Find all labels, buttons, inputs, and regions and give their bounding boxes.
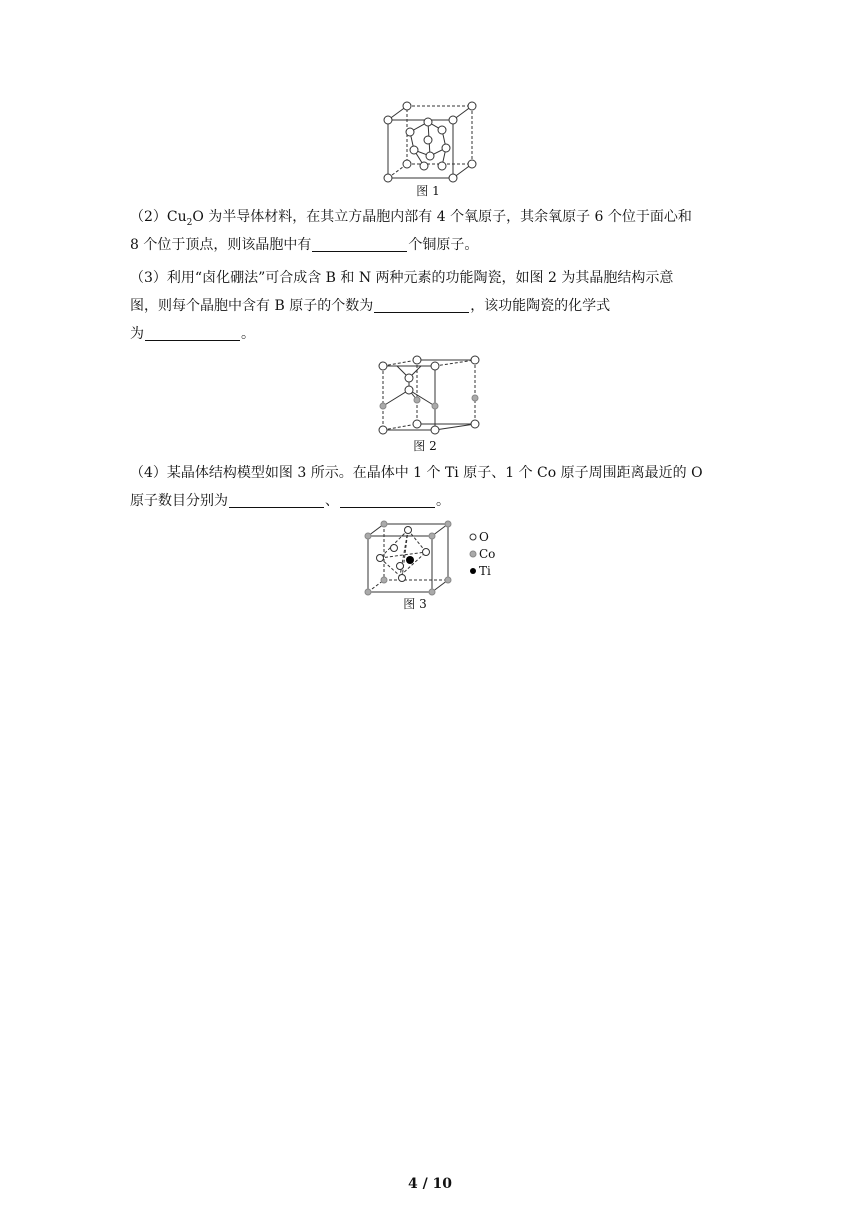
answer-blank[interactable] xyxy=(374,298,469,313)
figure-2-caption: 图 2 xyxy=(413,439,437,453)
legend-co: Co xyxy=(479,547,496,561)
q3-line-2: 图，则每个晶胞中含有 B 原子的个数为 ，该功能陶瓷的化学式 xyxy=(130,298,611,314)
q4-line-2: 原子数目分别为 、 。 xyxy=(130,493,450,509)
page-number: 4 / 10 xyxy=(407,1176,453,1192)
figure-1-caption: 图 1 xyxy=(416,184,440,198)
q3-line-1: （3）利用“卤化硼法”可合成含 B 和 N 两种元素的功能陶瓷，如图 2 为其晶胞结构示意 xyxy=(130,270,674,286)
answer-blank[interactable] xyxy=(229,493,324,508)
figure-3-crystal-cell xyxy=(362,518,512,614)
q2-line-1: $(2)Cu_2O$ 为半导体材料，在其立方晶胞内部有 4 个氧原子，其余氧原子 6 个位于面心和 xyxy=(130,209,692,228)
legend-o: O xyxy=(479,530,489,544)
figure-2-crystal-cell xyxy=(375,352,485,454)
answer-blank[interactable] xyxy=(145,326,240,341)
q3-line-3: 为 。 xyxy=(130,326,255,342)
q4-line-1: （4）某晶体结构模型如图 3 所示。在晶体中 1 个 Ti 原子、1 个 Co 原子周围距离最近的 O xyxy=(130,465,703,481)
answer-blank[interactable] xyxy=(340,493,435,508)
figure-3-caption: 图 3 xyxy=(403,597,427,611)
legend-ti: Ti xyxy=(479,564,491,578)
answer-blank[interactable] xyxy=(312,237,407,252)
q2-line-2: 8 个位于顶点，则该晶胞中有 个铜原子。 xyxy=(130,237,479,253)
figure-1-crystal-cell xyxy=(380,100,480,198)
